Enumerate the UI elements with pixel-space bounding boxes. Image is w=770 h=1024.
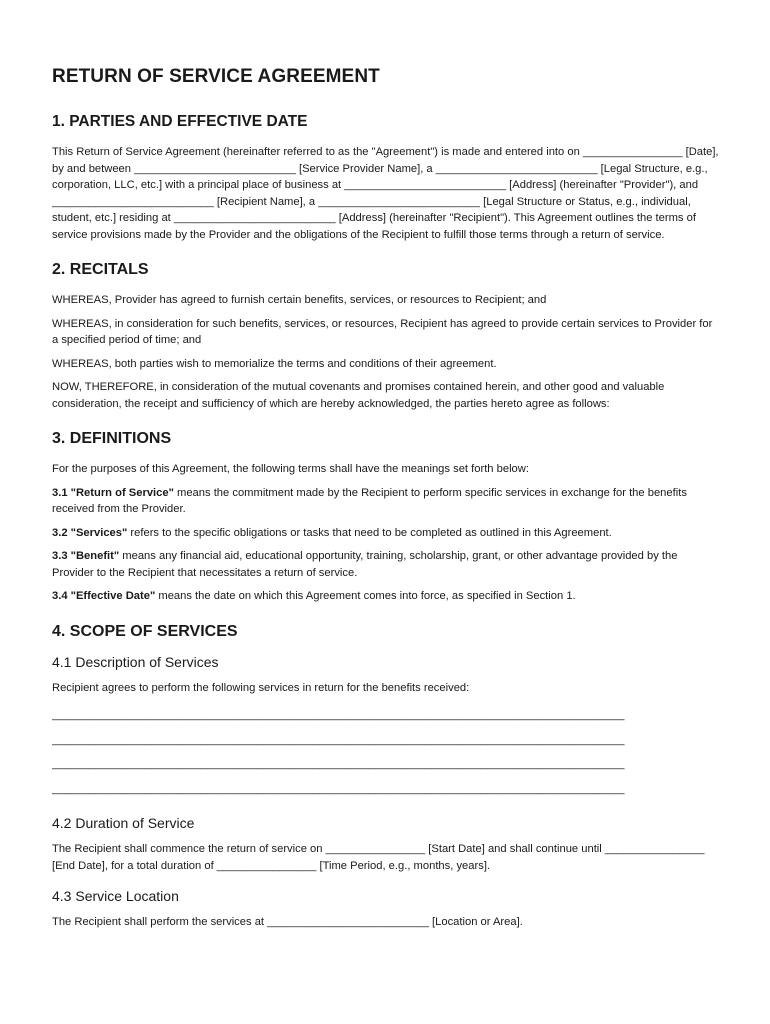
definition-term: 3.2 "Services" xyxy=(52,526,128,539)
section-recitals xyxy=(52,261,720,412)
recital-paragraph: WHEREAS, both parties wish to memorialize the terms and conditions of their agreement. xyxy=(52,357,497,370)
definition-text: means any financial aid, educational opportunity, training, scholarship, grant, or other advantage provided by the Provider to the Recipient that necessitates a return of service. xyxy=(52,550,678,579)
subsection-4-1-body: Recipient agrees to perform the following services in return for the benefits received: xyxy=(52,681,470,694)
recital-paragraph: WHEREAS, Provider has agreed to furnish certain benefits, services, or resources to Recipient; and xyxy=(52,294,547,306)
fill-in-line: ____________________________________________________________________________________________ xyxy=(52,709,625,721)
document-title: RETURN OF SERVICE AGREEMENT xyxy=(52,66,380,87)
section-parties xyxy=(52,113,720,243)
fill-in-line: ____________________________________________________________________________________________ xyxy=(52,733,625,746)
section-1-heading: 1. PARTIES AND EFFECTIVE DATE xyxy=(52,113,308,130)
section-definitions xyxy=(52,430,720,605)
document-page xyxy=(52,66,720,949)
definition-item xyxy=(52,588,720,605)
fill-in-line: ____________________________________________________________________________________________ xyxy=(52,782,625,795)
subsection-location xyxy=(52,888,720,931)
definition-term: 3.4 "Effective Date" xyxy=(52,590,156,602)
subsection-4-3-body: The Recipient shall perform the services at __________________________ [Location or Area]. xyxy=(52,916,523,928)
definition-text: refers to the specific obligations or tasks that need to be completed as outlined in this Agreement. xyxy=(127,526,612,539)
definition-item xyxy=(52,548,720,581)
section-3-heading: 3. DEFINITIONS xyxy=(52,430,172,447)
section-1-body: This Return of Service Agreement (hereinafter referred to as the "Agreement") is made and entered into on ________________ [Date], by and between __________________________ [Service Provider Name], a __________________________ [Legal Structure, e.g., corporation, LLC, etc.] with a principal place of business at __________________________ [Address] (hereinafter "Provider"), and __________________________ [Recipient Name], a __________________________ [Legal Structure or Status, e.g., individual, student, etc.] residing at __________________________ [Address] (hereinafter "Recipient"). This Agreement outlines the terms of service provisions made by the Provider and the obligations of the Recipient to fulfill those terms through a return of service. xyxy=(52,146,719,241)
definition-item xyxy=(52,525,720,542)
definitions-intro: For the purposes of this Agreement, the following terms shall have the meanings set forth below: xyxy=(52,463,529,475)
subsection-4-3-heading: 4.3 Service Location xyxy=(52,888,179,904)
subsection-duration xyxy=(52,815,720,874)
section-scope xyxy=(52,623,720,931)
fill-in-line: ____________________________________________________________________________________________ xyxy=(52,758,625,770)
section-2-heading: 2. RECITALS xyxy=(52,261,149,278)
definition-text: means the commitment made by the Recipient to perform specific services in exchange for the benefits received from the Provider. xyxy=(52,486,687,515)
definition-item xyxy=(52,485,720,518)
definition-term: 3.3 "Benefit" xyxy=(52,550,120,562)
subsection-4-1-heading: 4.1 Description of Services xyxy=(52,653,219,670)
section-4-heading: 4. SCOPE OF SERVICES xyxy=(52,622,238,640)
subsection-4-2-heading: 4.2 Duration of Service xyxy=(52,815,195,831)
recital-paragraph: WHEREAS, in consideration for such benefits, services, or resources, Recipient has agreed to provide certain services to Provider for a specified period of time; and xyxy=(52,317,713,346)
subsection-description xyxy=(52,654,720,802)
definition-term: 3.1 "Return of Service" xyxy=(52,486,174,499)
subsection-4-2-body: The Recipient shall commence the return of service on ________________ [Start Date] and shall continue until ________________ [End Date], for a total duration of ________________ [Time Period, e.g., months, years]. xyxy=(52,843,705,872)
definition-text: means the date on which this Agreement comes into force, as specified in Section 1. xyxy=(155,590,576,602)
recital-paragraph: NOW, THEREFORE, in consideration of the mutual covenants and promises contained herein, and other good and valuable consideration, the receipt and sufficiency of which are hereby acknowledged, the parties hereto agree as follows: xyxy=(52,381,665,410)
